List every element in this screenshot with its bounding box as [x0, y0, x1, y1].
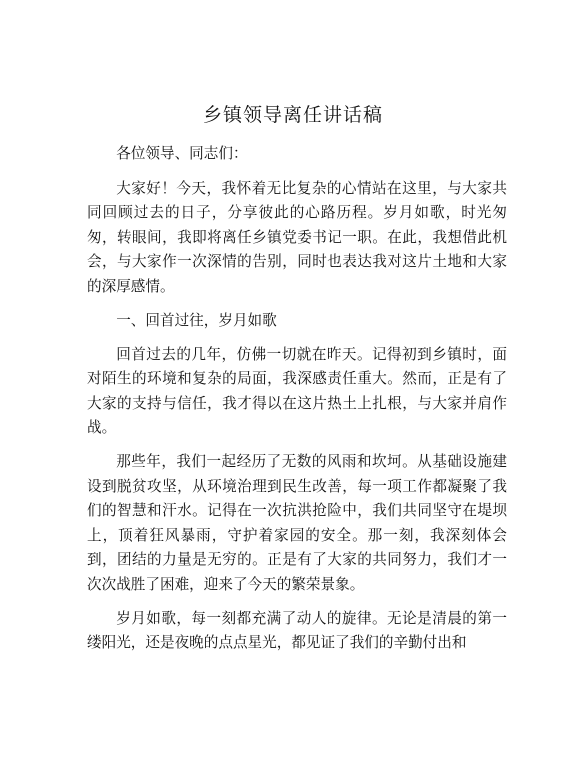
section-heading-1: 一、回首过往，岁月如歌	[116, 311, 277, 329]
body-paragraph-2: 那些年，我们一起经历了无数的风雨和坎坷。从基础设施建设到脱贫攻坚，从环境治理到民生改善，每一项工作都凝聚了我们的智慧和汗水。记得在一次抗洪抢险中，我们共同坚守在堤坝上，顶着狂风暴雨，守护着家园的安全。那一刻，我深刻体会到，团结的力量是无穷的。正是有了大家的共同努力，我们才一次次战胜了困难，迎来了今天的繁荣景象。	[87, 453, 507, 593]
greeting-paragraph: 各位领导、同志们：	[116, 145, 248, 162]
body-paragraph-3: 岁月如歌，每一刻都充满了动人的旋律。无论是清晨的第一缕阳光，还是夜晚的点点星光，都见证了我们的辛勤付出和	[87, 609, 507, 651]
document-body	[87, 142, 507, 656]
document-title: 乡镇领导离任讲话稿	[202, 104, 383, 126]
opening-paragraph: 大家好！今天，我怀着无比复杂的心情站在这里，与大家共同回顾过去的日子，分享彼此的心路历程。岁月如歌，时光匆匆，转眼间，我即将离任乡镇党委书记一职。在此，我想借此机会，与大家作一次深情的告别，同时也表达我对这片土地和大家的深厚感情。	[87, 179, 507, 295]
body-paragraph-1: 回首过去的几年，仿佛一切就在昨天。记得初到乡镇时，面对陌生的环境和复杂的局面，我深感责任重大。然而，正是有了大家的支持与信任，我才得以在这片热土上扎根，与大家并肩作战。	[87, 345, 507, 436]
